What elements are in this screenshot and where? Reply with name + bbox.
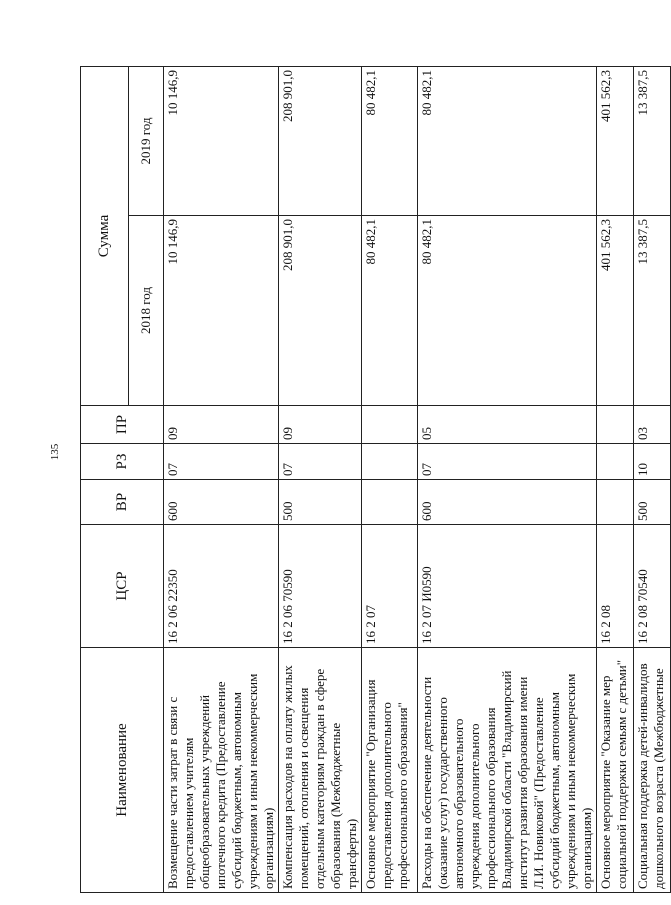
row-csr: 16 2 06 70590 bbox=[279, 525, 362, 648]
table-row bbox=[634, 66, 671, 892]
row-rz: 07 bbox=[418, 444, 597, 480]
row-name: Компенсация расходов на оплату жилых помещений, отопления и освещения отдельным категориям граждан в сфере образования (Межбюджетные трансферты) bbox=[279, 648, 362, 893]
row-csr: 16 2 08 bbox=[597, 525, 634, 648]
row-name: Расходы на обеспечение деятельности (оказание услуг) государственного автономного образовательного учреждения дополнительного профессионального образования Владимирской области "Владимирский институт развития образования имени Л.И. Новиковой" (Предоставление субсидий бюджетным, автономным учреждениям и иным некоммерческим организациям) bbox=[418, 648, 597, 893]
table-row bbox=[362, 66, 418, 892]
row-sum-2019: 401 562,3 bbox=[597, 66, 634, 215]
header-sum: Сумма bbox=[81, 66, 129, 405]
row-vr bbox=[362, 480, 418, 525]
row-sum-2019: 10 146,9 bbox=[164, 66, 279, 215]
row-sum-2018: 80 482,1 bbox=[418, 216, 597, 406]
row-pr: 09 bbox=[164, 406, 279, 444]
row-sum-2019: 80 482,1 bbox=[362, 66, 418, 215]
header-2018: 2018 год bbox=[129, 216, 164, 406]
row-sum-2018: 208 901,0 bbox=[279, 216, 362, 406]
header-vr: ВР bbox=[81, 480, 164, 525]
row-csr: 16 2 07 И0590 bbox=[418, 525, 597, 648]
row-vr: 600 bbox=[418, 480, 597, 525]
row-name: Основное мероприятие "Оказание мер социальной поддержки семьям с детьми" bbox=[597, 648, 634, 893]
row-sum-2019: 80 482,1 bbox=[418, 66, 597, 215]
row-sum-2018: 80 482,1 bbox=[362, 216, 418, 406]
row-pr: 05 bbox=[418, 406, 597, 444]
header-rz: РЗ bbox=[81, 444, 164, 480]
row-csr: 16 2 06 22350 bbox=[164, 525, 279, 648]
row-name: Социальная поддержка детей-инвалидов дошкольного возраста (Межбюджетные bbox=[634, 648, 671, 893]
table-row bbox=[418, 66, 597, 892]
row-sum-2018: 401 562,3 bbox=[597, 216, 634, 406]
row-vr: 600 bbox=[164, 480, 279, 525]
header-2019: 2019 год bbox=[129, 66, 164, 215]
row-sum-2018: 13 387,5 bbox=[634, 216, 671, 406]
rotated-table-frame bbox=[80, 67, 666, 893]
header-pr: ПР bbox=[81, 406, 164, 444]
row-sum-2018: 10 146,9 bbox=[164, 216, 279, 406]
row-rz: 07 bbox=[279, 444, 362, 480]
row-vr: 500 bbox=[634, 480, 671, 525]
row-name: Основное мероприятие "Организация предоставления дополнительного профессионального образования" bbox=[362, 648, 418, 893]
page-number: 135 bbox=[49, 443, 61, 461]
table-row bbox=[164, 66, 279, 892]
row-sum-2019: 13 387,5 bbox=[634, 66, 671, 215]
row-pr bbox=[597, 406, 634, 444]
table-row bbox=[279, 66, 362, 892]
budget-table bbox=[80, 66, 671, 893]
row-rz: 10 bbox=[634, 444, 671, 480]
row-name: Возмещение части затрат в связи с предоставлением учителям общеобразовательных учреждений ипотечного кредита (Предоставление субсидий бюджетным, автономным учреждениям и иным некоммерческим организациям) bbox=[164, 648, 279, 893]
row-vr bbox=[597, 480, 634, 525]
row-rz bbox=[597, 444, 634, 480]
row-rz: 07 bbox=[164, 444, 279, 480]
row-rz bbox=[362, 444, 418, 480]
row-vr: 500 bbox=[279, 480, 362, 525]
table-row bbox=[597, 66, 634, 892]
row-pr: 09 bbox=[279, 406, 362, 444]
header-csr: ЦСР bbox=[81, 525, 164, 648]
row-pr: 03 bbox=[634, 406, 671, 444]
row-pr bbox=[362, 406, 418, 444]
row-sum-2019: 208 901,0 bbox=[279, 66, 362, 215]
row-csr: 16 2 07 bbox=[362, 525, 418, 648]
header-name: Наименование bbox=[81, 648, 164, 893]
row-csr: 16 2 08 70540 bbox=[634, 525, 671, 648]
